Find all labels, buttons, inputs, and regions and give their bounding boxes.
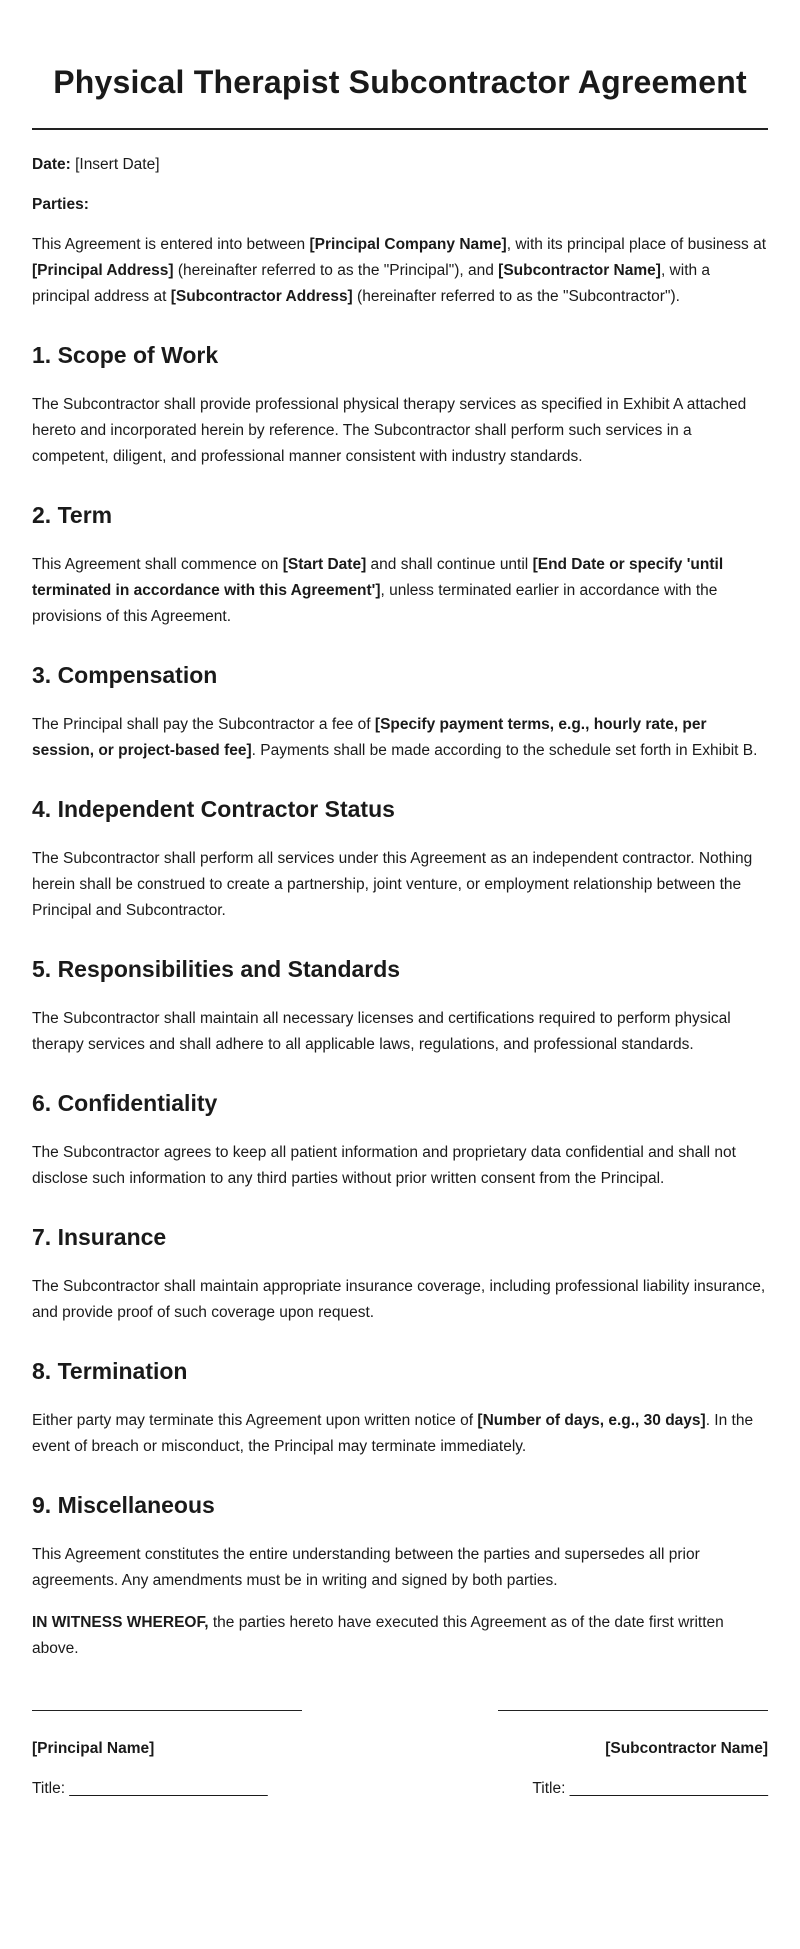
section-heading-compensation: 3. Compensation xyxy=(32,662,218,688)
section-text-contractor-status: The Subcontractor shall perform all services under this Agreement as an independent contractor. Nothing herein shall be construed to create a partnership, joint venture, or employment relationship between the Principal and Subcontractor. xyxy=(32,850,753,919)
section-heading-contractor-status: 4. Independent Contractor Status xyxy=(32,796,395,822)
principal-company-placeholder: [Principal Company Name] xyxy=(309,236,507,253)
section-text-scope: The Subcontractor shall provide professional physical therapy services as specified in Exhibit A attached hereto and incorporated herein by reference. The Subcontractor shall perform such services in a competent, diligent, and professional manner consistent with industry standards. xyxy=(32,396,747,465)
witness-paragraph xyxy=(32,1610,768,1662)
parties-label xyxy=(32,192,768,218)
subcontractor-title-field: Title: _______________________ xyxy=(532,1780,768,1797)
section-heading-term: 2. Term xyxy=(32,502,113,528)
payment-terms-placeholder: [Specify payment terms, e.g., hourly rate, per session, or project-based fee] xyxy=(32,716,707,759)
date-line xyxy=(32,152,768,178)
date-label: Date: xyxy=(32,156,71,173)
subcontractor-address-placeholder: [Subcontractor Address] xyxy=(170,288,353,305)
agreement-document xyxy=(32,0,768,1860)
principal-address-placeholder: [Principal Address] xyxy=(32,262,174,279)
section-text-miscellaneous: This Agreement constitutes the entire understanding between the parties and supersedes all prior agreements. Any amendments must be in writing and signed by both parties. xyxy=(32,1546,700,1589)
term-text-2: and shall continue until xyxy=(366,556,533,573)
principal-signature-line xyxy=(32,1710,302,1711)
section-heading-miscellaneous: 9. Miscellaneous xyxy=(32,1492,215,1518)
principal-title-field: Title: _______________________ xyxy=(32,1780,268,1797)
termination-text-1: Either party may terminate this Agreement upon written notice of xyxy=(32,1412,478,1429)
signature-block xyxy=(32,1710,768,1860)
start-date-placeholder: [Start Date] xyxy=(282,556,367,573)
date-value: [Insert Date] xyxy=(75,156,160,173)
section-text-term xyxy=(32,552,768,630)
section-heading-confidentiality: 6. Confidentiality xyxy=(32,1090,218,1116)
section-heading-scope: 1. Scope of Work xyxy=(32,342,219,368)
subcontractor-name-placeholder: [Subcontractor Name] xyxy=(498,262,661,279)
principal-name-label: [Principal Name] xyxy=(32,1740,155,1757)
intro-text-4: , with a principal address at xyxy=(32,262,711,305)
end-date-placeholder: [End Date or specify 'until terminated in accordance with this Agreement'] xyxy=(32,556,724,599)
compensation-text-2: . Payments shall be made according to the schedule set forth in Exhibit B. xyxy=(251,742,758,759)
section-text-responsibilities: The Subcontractor shall maintain all necessary licenses and certifications required to perform physical therapy services and shall adhere to all applicable laws, regulations, and professional standards. xyxy=(32,1010,731,1053)
section-text-termination xyxy=(32,1408,768,1460)
section-heading-responsibilities: 5. Responsibilities and Standards xyxy=(32,956,401,982)
termination-text-2: . In the event of breach or misconduct, the Principal may terminate immediately. xyxy=(32,1412,754,1455)
document-title: Physical Therapist Subcontractor Agreement xyxy=(53,64,747,100)
parties-label-text: Parties: xyxy=(32,196,89,213)
subcontractor-signature-line xyxy=(498,1710,768,1711)
term-text-3: , unless terminated earlier in accordance with the provisions of this Agreement. xyxy=(32,582,718,625)
section-heading-insurance: 7. Insurance xyxy=(32,1224,167,1250)
notice-days-placeholder: [Number of days, e.g., 30 days] xyxy=(477,1412,706,1429)
section-text-insurance: The Subcontractor shall maintain appropriate insurance coverage, including professional liability insurance, and provide proof of such coverage upon request. xyxy=(32,1278,766,1321)
section-heading-termination: 8. Termination xyxy=(32,1358,188,1384)
intro-text-1: This Agreement is entered into between xyxy=(32,236,310,253)
intro-paragraph xyxy=(32,232,768,310)
compensation-text-1: The Principal shall pay the Subcontractor a fee of xyxy=(32,716,375,733)
intro-text-5: (hereinafter referred to as the "Subcontractor"). xyxy=(352,288,680,305)
section-text-confidentiality: The Subcontractor agrees to keep all patient information and proprietary data confidential and shall not disclose such information to any third parties without prior written consent from the Principal. xyxy=(32,1144,736,1187)
title-divider xyxy=(32,128,768,130)
intro-text-3: (hereinafter referred to as the "Principal"), and xyxy=(173,262,499,279)
witness-bold-text: IN WITNESS WHEREOF, xyxy=(32,1614,209,1631)
intro-text-2: , with its principal place of business at xyxy=(506,236,767,253)
subcontractor-name-label: [Subcontractor Name] xyxy=(605,1740,768,1757)
term-text-1: This Agreement shall commence on xyxy=(32,556,283,573)
section-text-compensation xyxy=(32,712,768,764)
witness-text: the parties hereto have executed this Agreement as of the date first written above. xyxy=(32,1614,724,1657)
